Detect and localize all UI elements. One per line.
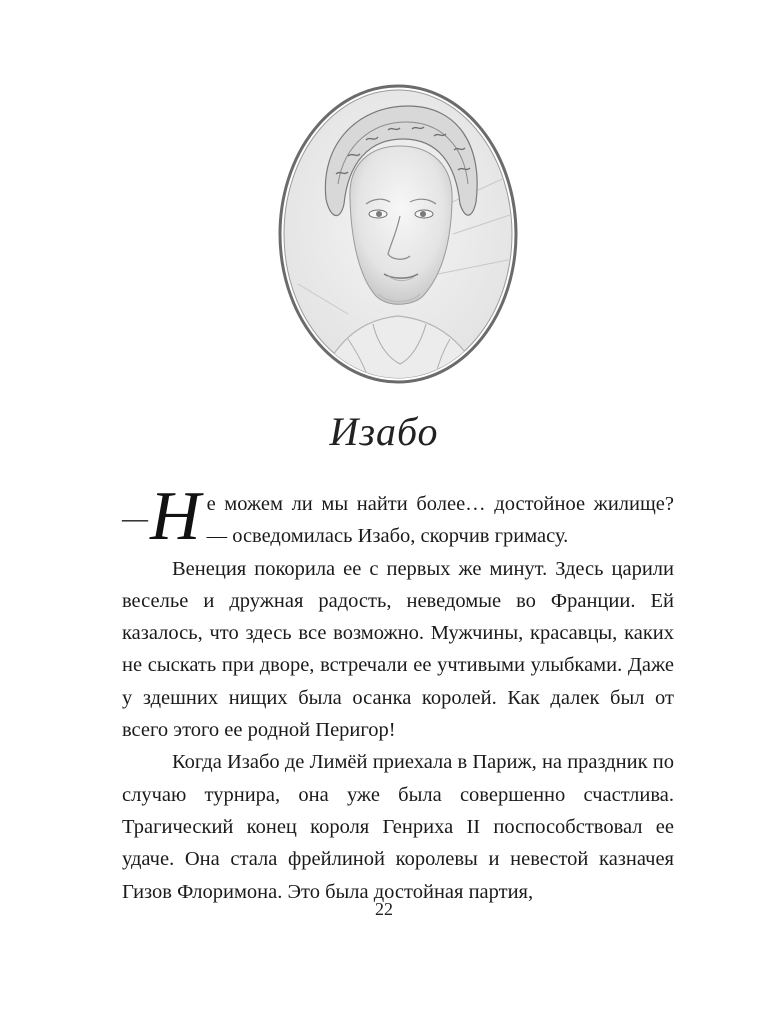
paragraph: Венеция покорила ее с первых же минут. Здесь царили веселье и дружная радость, неведомые во Франции. Ей казалось, что здесь все возможно. Мужчины, красавцы, каких не сыскать при дворе, встречали ее учтивыми улыбками. Даже у здешних нищих была осанка королей. Как далек был от всего этого ее родной Перигор! <box>122 557 674 742</box>
first-paragraph <box>122 478 674 555</box>
paragraph: Когда Изабо де Лимёй приехала в Париж, на праздник по случаю турнира, она уже была совершенно счастлива. Трагический конец короля Генриха II поспособствовал ее удаче. Она стала фрейлиной королевы и невестой казначея Гизов Флоримона. Это была достойная партия, <box>122 751 674 903</box>
page-number: 22 <box>375 899 393 919</box>
portrait-illustration <box>278 84 518 384</box>
dialogue-dash: — <box>122 504 148 533</box>
body-text <box>122 478 674 908</box>
first-paragraph-text: е можем ли мы найти более… достойное жилище? — осведомилась Изабо, скорчив гримасу. <box>206 493 674 548</box>
chapter-title: Изабо <box>329 409 439 454</box>
drop-cap: Н <box>150 478 201 555</box>
